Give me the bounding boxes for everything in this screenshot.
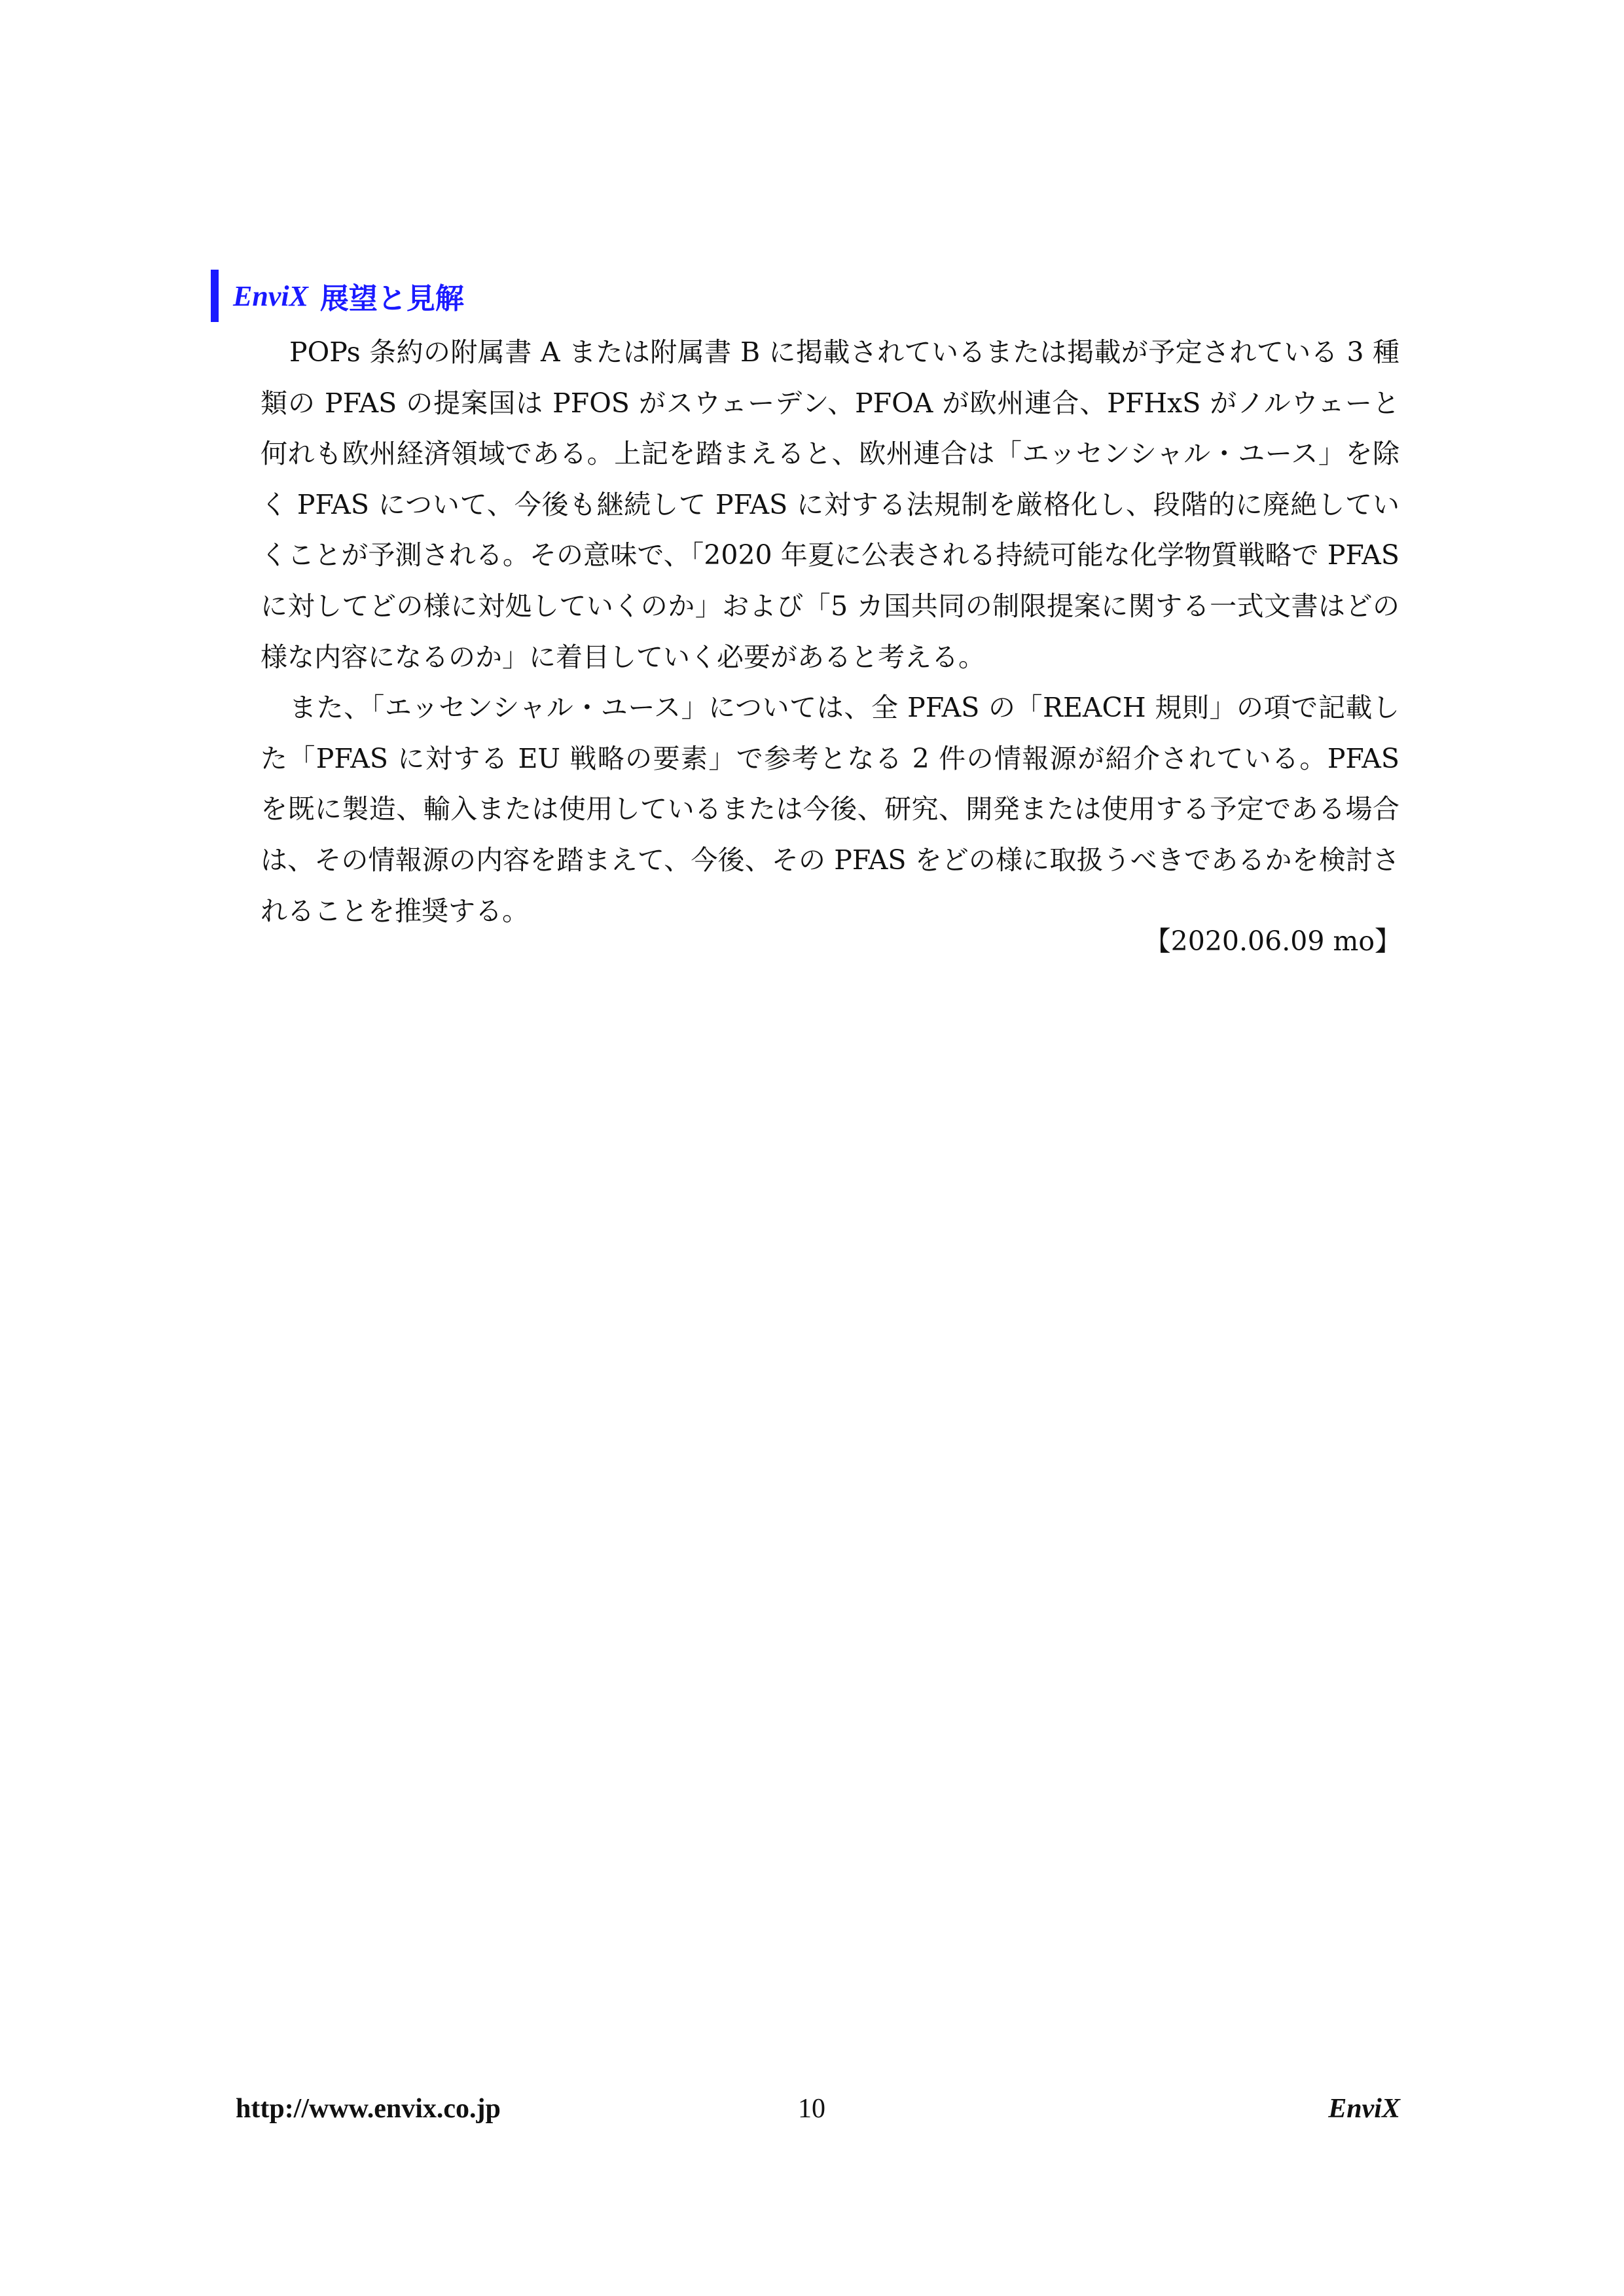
paragraph-1: POPs 条約の附属書 A または附属書 B に掲載されているまたは掲載が予定されている 3 種類の PFAS の提案国は PFOS がスウェーデン、PFOA が欧州連合、PFHxS がノルウェーと何れも欧州経済領域である。上記を踏まえると、欧州連合は「エッセンシャル・ユース」を除く PFAS について、今後も継続して PFAS に対する法規制を厳格化し、段階的に廃絶していくことが予測される。その意味で、「2020 年夏に公表される持続可能な化学物質戦略で PFAS に対してどの様に対処していくのか」および「5 カ国共同の制限提案に関する一式文書はどの様な内容になるのか」に着目していく必要があると考える。 (261, 336, 1399, 673)
footer-url[interactable]: http://www.envix.co.jp (236, 2094, 501, 2124)
heading-title: 展望と見解 (319, 282, 464, 315)
heading-accent-bar (211, 270, 219, 322)
paragraph-2: また、「エッセンシャル・ユース」については、全 PFAS の「REACH 規則」の項で記載した「PFAS に対する EU 戦略の要素」で参考となる 2 件の情報源が紹介されている。PFAS を既に製造、輸入または使用しているまたは今後、研究、開発または使用する予定である場合は、その情報源の内容を踏まえて、今後、その PFAS をどの様に取扱うべきであるかを検討されることを推奨する。 (261, 692, 1399, 927)
body-text (261, 327, 1399, 937)
section-heading (211, 270, 464, 322)
date-stamp: 【2020.06.09 mo】 (1144, 925, 1401, 957)
page-number: 10 (798, 2094, 825, 2124)
heading-brand: EnviX (233, 279, 308, 312)
footer-brand: EnviX (1328, 2094, 1400, 2124)
